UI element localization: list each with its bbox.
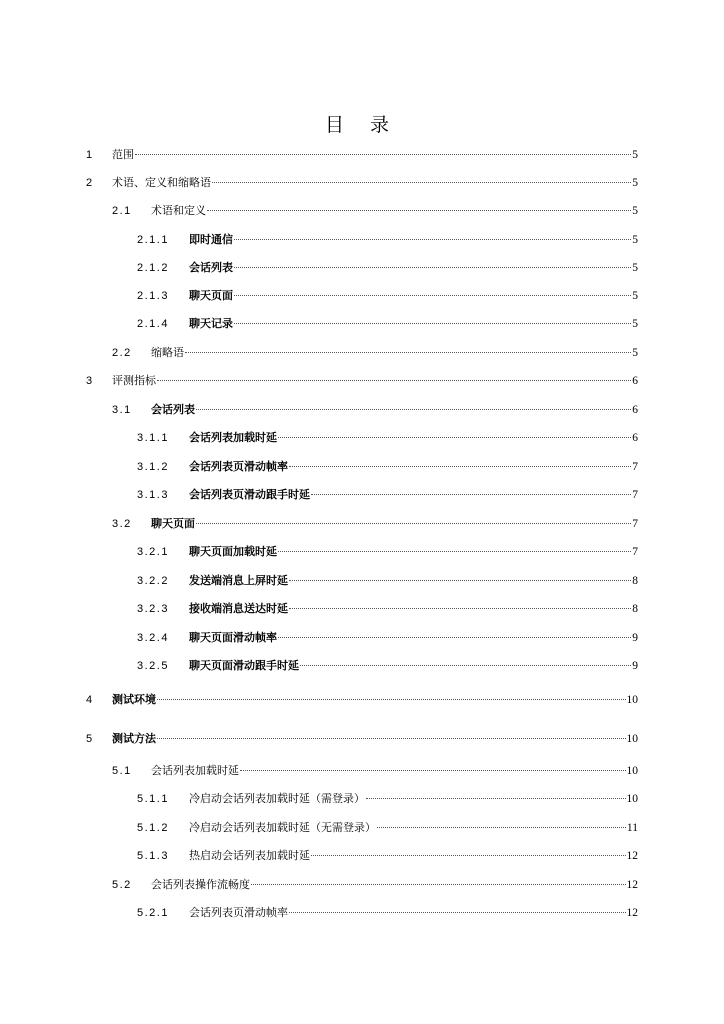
dot-leader: [278, 637, 631, 638]
toc-entry-label: 接收端消息送达时延: [189, 602, 288, 615]
toc-entry-2-1-3[interactable]: [0, 287, 724, 305]
toc-entry-page: 7: [632, 461, 638, 473]
toc-entry-2-2[interactable]: [0, 344, 724, 362]
toc-entry-3-2[interactable]: [0, 515, 724, 533]
toc-entry-5[interactable]: [0, 730, 724, 748]
dot-leader: [135, 154, 631, 155]
toc-entry-5-1-2[interactable]: [0, 819, 724, 837]
dot-leader: [234, 323, 631, 324]
toc-entry-page: 10: [626, 793, 638, 805]
dot-leader: [207, 210, 631, 211]
toc-entry-3-1-2[interactable]: [0, 458, 724, 476]
toc-entry-number: 2.1: [112, 205, 132, 217]
toc-entry-page: 12: [626, 850, 638, 862]
toc-entry-number: 5.1.1: [137, 793, 169, 805]
dot-leader: [278, 551, 631, 552]
toc-entry-page: 8: [632, 603, 638, 615]
toc-entry-number: 4: [86, 694, 94, 706]
toc-entry-3-2-5[interactable]: [0, 657, 724, 675]
toc-entry-page: 12: [626, 879, 638, 891]
toc-entry-number: 3.2: [112, 518, 132, 530]
toc-entry-number: 3.1.3: [137, 489, 169, 501]
toc-title: 目 录: [324, 114, 400, 136]
toc-entry-label: 缩略语: [151, 346, 184, 359]
toc-entry-number: 3.2.3: [137, 603, 169, 615]
toc-entry-label: 即时通信: [189, 233, 233, 246]
toc-entry-label: 聊天页面: [151, 517, 195, 530]
dot-leader: [377, 827, 626, 828]
toc-entry-3-1-3[interactable]: [0, 486, 724, 504]
toc-entry-page: 7: [632, 518, 638, 530]
dot-leader: [234, 295, 631, 296]
toc-entry-number: 2.2: [112, 347, 132, 359]
toc-entry-number: 5.2: [112, 879, 132, 891]
toc-entry-page: 10: [626, 765, 638, 777]
toc-entry-5-2[interactable]: [0, 876, 724, 894]
dot-leader: [278, 437, 631, 438]
toc-entry-number: 3.1: [112, 404, 132, 416]
dot-leader: [234, 239, 631, 240]
toc-entry-label: 测试方法: [112, 732, 156, 745]
toc-entry-number: 2.1.3: [137, 290, 169, 302]
toc-entry-3-1[interactable]: [0, 401, 724, 419]
toc-entry-page: 6: [632, 432, 638, 444]
toc-entry-number: 3.2.4: [137, 632, 169, 644]
toc-entry-label: 会话列表操作流畅度: [151, 878, 250, 891]
toc-entry-page: 5: [632, 318, 638, 330]
toc-entry-label: 会话列表: [189, 261, 233, 274]
toc-entry-page: 5: [632, 234, 638, 246]
dot-leader: [234, 267, 631, 268]
dot-leader: [300, 665, 631, 666]
toc-entry-page: 6: [632, 375, 638, 387]
toc-entry-page: 5: [632, 262, 638, 274]
toc-entry-number: 3.2.5: [137, 660, 169, 672]
toc-entry-page: 12: [626, 907, 638, 919]
toc-entry-number: 3: [86, 375, 94, 387]
toc-entry-label: 热启动会话列表加载时延: [189, 849, 310, 862]
dot-leader: [240, 770, 626, 771]
toc-entry-label: 术语、定义和缩略语: [112, 176, 211, 189]
toc-entry-page: 7: [632, 546, 638, 558]
toc-entry-label: 会话列表加载时延: [189, 431, 277, 444]
dot-leader: [289, 912, 626, 913]
toc-entry-page: 7: [632, 489, 638, 501]
toc-entry-number: 5.1.3: [137, 850, 169, 862]
toc-entry-number: 2: [86, 177, 94, 189]
toc-entry-label: 发送端消息上屏时延: [189, 574, 288, 587]
dot-leader: [157, 380, 631, 381]
dot-leader: [311, 855, 626, 856]
dot-leader: [196, 409, 631, 410]
dot-leader: [157, 699, 626, 700]
toc-entry-2-1-4[interactable]: [0, 315, 724, 333]
toc-entry-label: 聊天页面加载时延: [189, 545, 277, 558]
dot-leader: [311, 494, 631, 495]
dot-leader: [251, 884, 626, 885]
toc-entry-page: 9: [632, 632, 638, 644]
toc-entry-number: 3.1.2: [137, 461, 169, 473]
toc-entry-3-1-1[interactable]: [0, 429, 724, 447]
toc-entry-page: 9: [632, 660, 638, 672]
toc-entry-number: 5: [86, 733, 94, 745]
toc-entry-page: 5: [632, 347, 638, 359]
toc-entry-5-1[interactable]: [0, 762, 724, 780]
toc-entry-3-2-2[interactable]: [0, 572, 724, 590]
toc-entry-3-2-4[interactable]: [0, 629, 724, 647]
toc-entry-3-2-1[interactable]: [0, 543, 724, 561]
toc-entry-2-1-1[interactable]: [0, 231, 724, 249]
toc-entry-number: 3.2.1: [137, 546, 169, 558]
toc-entry-page: 11: [626, 822, 638, 834]
dot-leader: [212, 182, 631, 183]
toc-entry-page: 5: [632, 149, 638, 161]
toc-entry-label: 聊天记录: [189, 317, 233, 330]
toc-entry-label: 会话列表页滑动帧率: [189, 460, 288, 473]
toc-entry-number: 5.1.2: [137, 822, 169, 834]
dot-leader: [157, 738, 626, 739]
dot-leader: [289, 608, 631, 609]
toc-entry-label: 冷启动会话列表加载时延（需登录）: [189, 792, 365, 805]
toc-entry-2-1[interactable]: [0, 202, 724, 220]
toc-entry-5-1-3[interactable]: [0, 847, 724, 865]
toc-entry-label: 会话列表: [151, 403, 195, 416]
toc-entry-label: 会话列表页滑动帧率: [189, 906, 288, 919]
toc-entry-page: 5: [632, 177, 638, 189]
toc-entry-number: 5.1: [112, 765, 132, 777]
toc-entry-2-1-2[interactable]: [0, 259, 724, 277]
dot-leader: [366, 798, 626, 799]
toc-entry-number: 3.1.1: [137, 432, 169, 444]
toc-entry-label: 评测指标: [112, 374, 156, 387]
toc-entry-number: 1: [86, 149, 94, 161]
toc-entry-5-1-1[interactable]: [0, 790, 724, 808]
toc-entry-3[interactable]: [0, 372, 724, 390]
toc-entry-page: 10: [626, 694, 638, 706]
toc-entry-page: 8: [632, 575, 638, 587]
toc-entry-4[interactable]: [0, 691, 724, 709]
toc-entry-label: 术语和定义: [151, 204, 206, 217]
dot-leader: [289, 466, 631, 467]
toc-entry-label: 聊天页面滑动帧率: [189, 631, 277, 644]
toc-entry-2[interactable]: [0, 174, 724, 192]
toc-entry-label: 聊天页面滑动跟手时延: [189, 659, 299, 672]
toc-entry-label: 冷启动会话列表加载时延（无需登录）: [189, 821, 376, 834]
dot-leader: [289, 580, 631, 581]
toc-entry-5-2-1[interactable]: [0, 904, 724, 922]
toc-entry-label: 测试环境: [112, 693, 156, 706]
toc-entry-label: 会话列表加载时延: [151, 764, 239, 777]
dot-leader: [196, 523, 631, 524]
toc-entry-number: 2.1.2: [137, 262, 169, 274]
toc-entry-page: 5: [632, 205, 638, 217]
toc-entry-page: 5: [632, 290, 638, 302]
toc-entry-number: 3.2.2: [137, 575, 169, 587]
dot-leader: [185, 352, 631, 353]
toc-entry-label: 聊天页面: [189, 289, 233, 302]
toc-entry-number: 5.2.1: [137, 907, 169, 919]
toc-entry-1[interactable]: [0, 146, 724, 164]
toc-entry-3-2-3[interactable]: [0, 600, 724, 618]
toc-entry-page: 6: [632, 404, 638, 416]
toc-entry-page: 10: [626, 733, 638, 745]
toc-entry-number: 2.1.1: [137, 234, 169, 246]
toc-entry-label: 范围: [112, 148, 134, 161]
toc-entry-number: 2.1.4: [137, 318, 169, 330]
toc-entry-label: 会话列表页滑动跟手时延: [189, 488, 310, 501]
